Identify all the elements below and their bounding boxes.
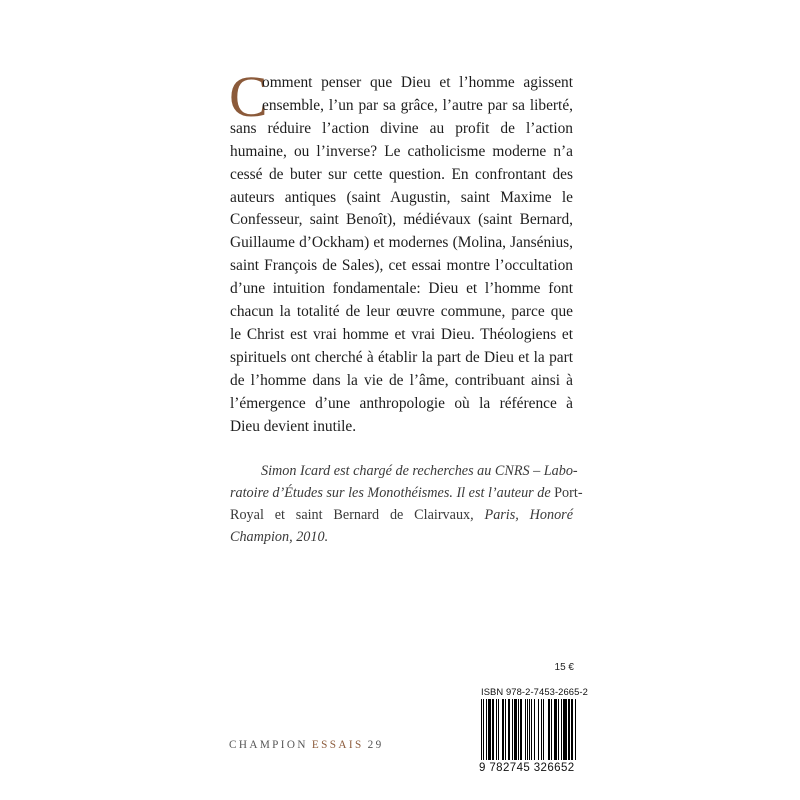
blurb-line: saint François de Sales), cet essai montre l’occultation — [230, 257, 573, 275]
blurb-line: Guillaume d’Ockham) et modernes (Molina, Jansénius, — [230, 234, 573, 252]
bio-text: Champion, 2010. — [230, 529, 329, 545]
bio-line — [230, 526, 573, 548]
author-bio — [230, 460, 583, 548]
blurb-line: Confesseur, saint Benoît), médiévaux (saint Bernard, — [230, 211, 573, 229]
bio-text: , Paris, Honoré — [470, 507, 573, 523]
blurb-line: de l’homme dans la vie de l’âme, contribuant ainsi à — [230, 371, 573, 389]
collection-series: ESSAIS — [311, 739, 364, 751]
collection-publisher: CHAMPION — [229, 739, 308, 751]
blurb-line: ensemble, l’un par sa grâce, l’autre par sa liberté, — [262, 96, 573, 114]
collection-number: 29 — [367, 739, 384, 751]
collection-name — [229, 739, 384, 751]
blurb-line: Dieu devient inutile. — [230, 417, 357, 435]
blurb-line: omment penser que Dieu et l’homme agissent — [262, 74, 573, 91]
blurb-line: l’émergence d’une anthropologie où la référence à — [230, 394, 573, 412]
blurb-line: cessé de buter sur cette question. En confrontant des — [230, 165, 573, 183]
isbn-label: ISBN 978-2-7453-2665-2 — [481, 686, 588, 697]
bio-line — [230, 460, 578, 482]
blurb-paragraph — [229, 64, 573, 439]
blurb-line: humaine, ou l’inverse? Le catholicisme moderne n’a — [230, 142, 573, 160]
price-label: 15 € — [554, 662, 574, 673]
blurb-line: auteurs antiques (saint Augustin, saint Maxime le — [230, 188, 573, 206]
blurb-line: sans réduire l’action divine au profit de l’action — [230, 119, 573, 137]
blurb-line: le Christ est vrai homme et vrai Dieu. Théologiens et — [230, 325, 573, 343]
bio-text: ratoire d’Études sur les Monothéismes. Il est l’auteur de — [230, 485, 551, 501]
blurb-line: chacun la totalité de leur œuvre commune, parce que — [230, 303, 573, 321]
barcode-digits: 9 782745 326652 — [479, 762, 575, 774]
book-title: Port- — [554, 485, 583, 501]
bio-text: Simon Icard est chargé de recherches au CNRS – Labo- — [261, 463, 578, 479]
blurb-line: spirituels ont cherché à établir la part de Dieu et la part — [230, 348, 573, 366]
book-title: Royal et saint Bernard de Clairvaux — [230, 507, 471, 523]
bio-line — [230, 482, 583, 504]
drop-cap: C — [229, 64, 268, 129]
barcode-icon — [481, 699, 576, 760]
blurb-line: d’une intuition fondamentale: Dieu et l’homme font — [230, 280, 573, 298]
bio-line — [230, 504, 573, 526]
